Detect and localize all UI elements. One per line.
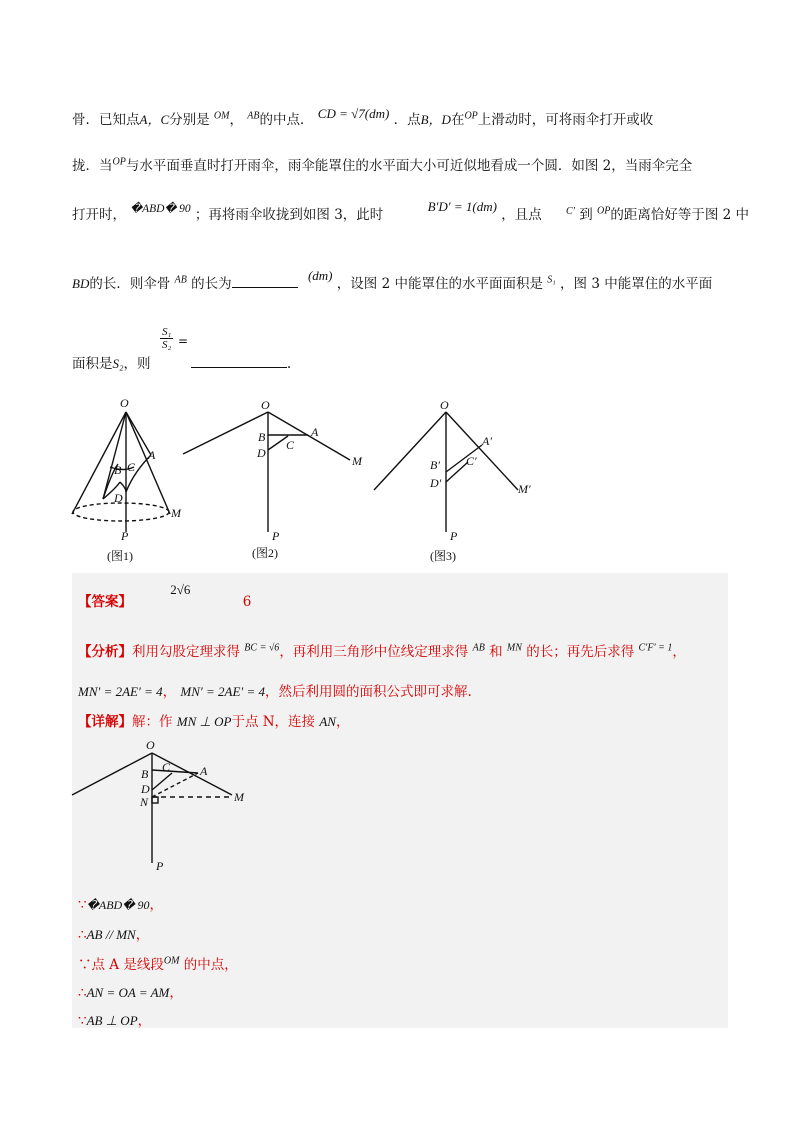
unit-dm: (dm) [307, 268, 333, 283]
math-c-prime: C′ [566, 205, 575, 217]
problem-line-1: 骨．已知点A，C分别是 $^{OM}$， $^{AB}$的中点． CD = √7(dm) ．点B，D在$^{OP}$上滑动时，可将雨伞打开或收 [72, 106, 654, 128]
step-2 [78, 923, 149, 943]
math-cd: CD = √7(dm) [317, 106, 390, 121]
math-ab: AB [174, 274, 187, 286]
step-punct: ， [149, 897, 164, 913]
text: ，则 [123, 356, 151, 372]
fig3-label-p: P [450, 529, 458, 543]
step-symbol: ∴ [78, 927, 87, 943]
text: 打开时， [72, 207, 126, 223]
text: ，设图 2 中能罩住的水平面面积是 [336, 276, 543, 292]
fig2-label-c: C [286, 438, 295, 452]
math-angle: �ABD� 90 [130, 203, 191, 215]
math-bd: B，D [420, 112, 451, 127]
math-om: OM [163, 955, 180, 967]
math-op: OP [464, 110, 478, 122]
step-symbol: ∵ [78, 1013, 87, 1029]
math-an: AN [319, 714, 336, 729]
answer-row [78, 582, 252, 610]
step-math: AB // MN [86, 927, 136, 942]
fig2-label-m: M [352, 454, 362, 468]
fig1-label-p: P [121, 529, 129, 543]
math-s2: S₂ [112, 356, 124, 371]
fig4-label-d: D [141, 782, 150, 796]
math-cf: C′F′ = 1 [638, 642, 673, 654]
detail-text: 解：作 [132, 714, 173, 730]
problem-line-2 [72, 154, 692, 174]
text: 到 [579, 207, 593, 223]
fraction-numerator: S₁ [162, 326, 172, 338]
text: 分别是 [169, 112, 210, 128]
fig4-label-p: P [156, 859, 164, 873]
math-op: OP [597, 205, 611, 217]
math-bd: BD [72, 276, 90, 291]
text: ，图 3 中能罩住的水平面 [560, 276, 713, 292]
fig1-label-o: O [120, 396, 129, 410]
math-ab: AB [472, 642, 485, 654]
text: 的长为 [191, 276, 232, 292]
detail-text: 于点 N，连接 [231, 714, 316, 730]
problem-line-5 [72, 352, 291, 372]
fig1-label-m: M [171, 506, 181, 520]
detail-row [78, 710, 349, 730]
fig3-caption: (图3) [430, 549, 456, 563]
analysis-text: 利用勾股定理求得 [132, 644, 240, 660]
analysis-text: 和 [489, 644, 503, 660]
math-mn-prime: MN′ = 2AE′ = 4 [180, 684, 266, 699]
fig2-caption: (图2) [252, 546, 278, 560]
step-punct: ， [169, 985, 183, 1001]
fraction-denominator: S₂ [162, 339, 172, 351]
fig1-caption: (图1) [107, 549, 133, 563]
fig2-label-o: O [261, 398, 270, 412]
fig4-label-b: B [141, 767, 149, 781]
fig1-label-c: C [127, 460, 136, 474]
step-math: �ABD� 90 [86, 898, 150, 912]
fig3-label-c: C′ [466, 454, 477, 468]
math-points: A，C [139, 112, 170, 127]
step-symbol: ∵ [78, 957, 92, 973]
solution-figure [70, 735, 310, 875]
step-punct: ， [135, 927, 150, 943]
problem-line-4 [72, 268, 713, 292]
analysis-text: ， [162, 684, 177, 700]
detail-tag: 【详解】 [78, 714, 132, 730]
answer-value-1: 2√6 [170, 582, 191, 597]
text: 的长．则伞骨 [89, 276, 171, 292]
problem-line-3 [72, 199, 750, 223]
text: 与水平面垂直时打开雨伞，雨伞能罩住的水平面大小可近似地看成一个圆．如图 2，当雨伞完全 [125, 158, 693, 174]
step-punct: 的中点， [179, 957, 238, 973]
step-punct: ， [137, 1013, 152, 1029]
step-symbol: ∴ [78, 985, 87, 1001]
analysis-row-1 [78, 640, 686, 660]
fig4-label-n: N [140, 795, 149, 809]
step-4 [78, 981, 183, 1001]
fig3-label-m: M′ [518, 482, 531, 496]
fig2-label-a: A [311, 425, 319, 439]
fig2-label-d: D [257, 446, 266, 460]
fig3-label-a: A′ [482, 434, 492, 448]
fig2-label-b: B [258, 430, 266, 444]
text: . [286, 356, 292, 372]
analysis-row-2 [78, 680, 472, 700]
math-mn-prime: MN′ = 2AE′ = 4 [78, 684, 163, 699]
detail-text: ， [335, 714, 350, 730]
math-ab: AB [247, 110, 260, 122]
answer-blank-2[interactable] [191, 367, 287, 368]
fig4-label-c: C [162, 760, 171, 774]
analysis-text: ，然后利用圆的面积公式即可求解. [265, 684, 472, 700]
text: 拢．当 [72, 158, 113, 174]
analysis-text: ，再利用三角形中位线定理求得 [279, 644, 469, 660]
step-math: AB ⊥ OP [86, 1013, 138, 1028]
math-mn-perp-op: MN ⊥ OP [176, 714, 232, 729]
text: 的距离恰好等于图 2 中 [610, 207, 750, 223]
fig4-label-a: A [200, 764, 208, 778]
text: 的中点． [259, 112, 314, 128]
fig1-label-d: D [114, 491, 123, 505]
fraction-s1-s2 [160, 326, 173, 351]
text: 骨．已知点 [72, 112, 140, 128]
math-om: OM [213, 110, 230, 122]
fig1-label-b: B [114, 463, 122, 477]
math-mn: MN [506, 642, 522, 654]
step-3 [78, 953, 238, 973]
step-symbol: ∵ [78, 897, 87, 913]
step-1 [78, 893, 163, 913]
step-math: AN = OA = AM [86, 985, 170, 1000]
answer-tag: 【答案】 [78, 594, 132, 610]
text: 上滑动时，可将雨伞打开或收 [477, 112, 654, 128]
fig3-label-b: B′ [430, 458, 440, 472]
umbrella-figures [0, 392, 800, 572]
fraction-equals: = [178, 334, 189, 348]
fig4-label-o: O [146, 738, 155, 752]
text: ；再将雨伞收拢到如图 3，此时 [194, 207, 384, 223]
text: 在 [450, 112, 465, 128]
fig4-label-m: M [234, 790, 244, 804]
fig1-label-a: A [148, 448, 156, 462]
answer-value-2: 6 [242, 594, 252, 610]
answer-blank-1[interactable] [232, 287, 298, 288]
fig3-label-d: D′ [430, 476, 442, 490]
math-bc: BC = √6 [244, 642, 280, 654]
text: ，且点 [501, 207, 542, 223]
math-bd-prime: B′D′ = 1(dm) [427, 199, 497, 214]
fig3-label-o: O [440, 398, 449, 412]
fig2-label-p: P [272, 529, 280, 543]
analysis-text: ， [672, 644, 686, 660]
math-s1: S₁ [547, 274, 556, 286]
math-op: OP [112, 156, 126, 168]
step-5 [78, 1009, 151, 1029]
text: ．点 [393, 112, 421, 128]
analysis-tag: 【分析】 [78, 644, 132, 660]
step-text: 点 A 是线段 [91, 957, 164, 973]
text: 面积是 [72, 356, 113, 372]
analysis-text: 的长；再先后求得 [526, 644, 635, 660]
